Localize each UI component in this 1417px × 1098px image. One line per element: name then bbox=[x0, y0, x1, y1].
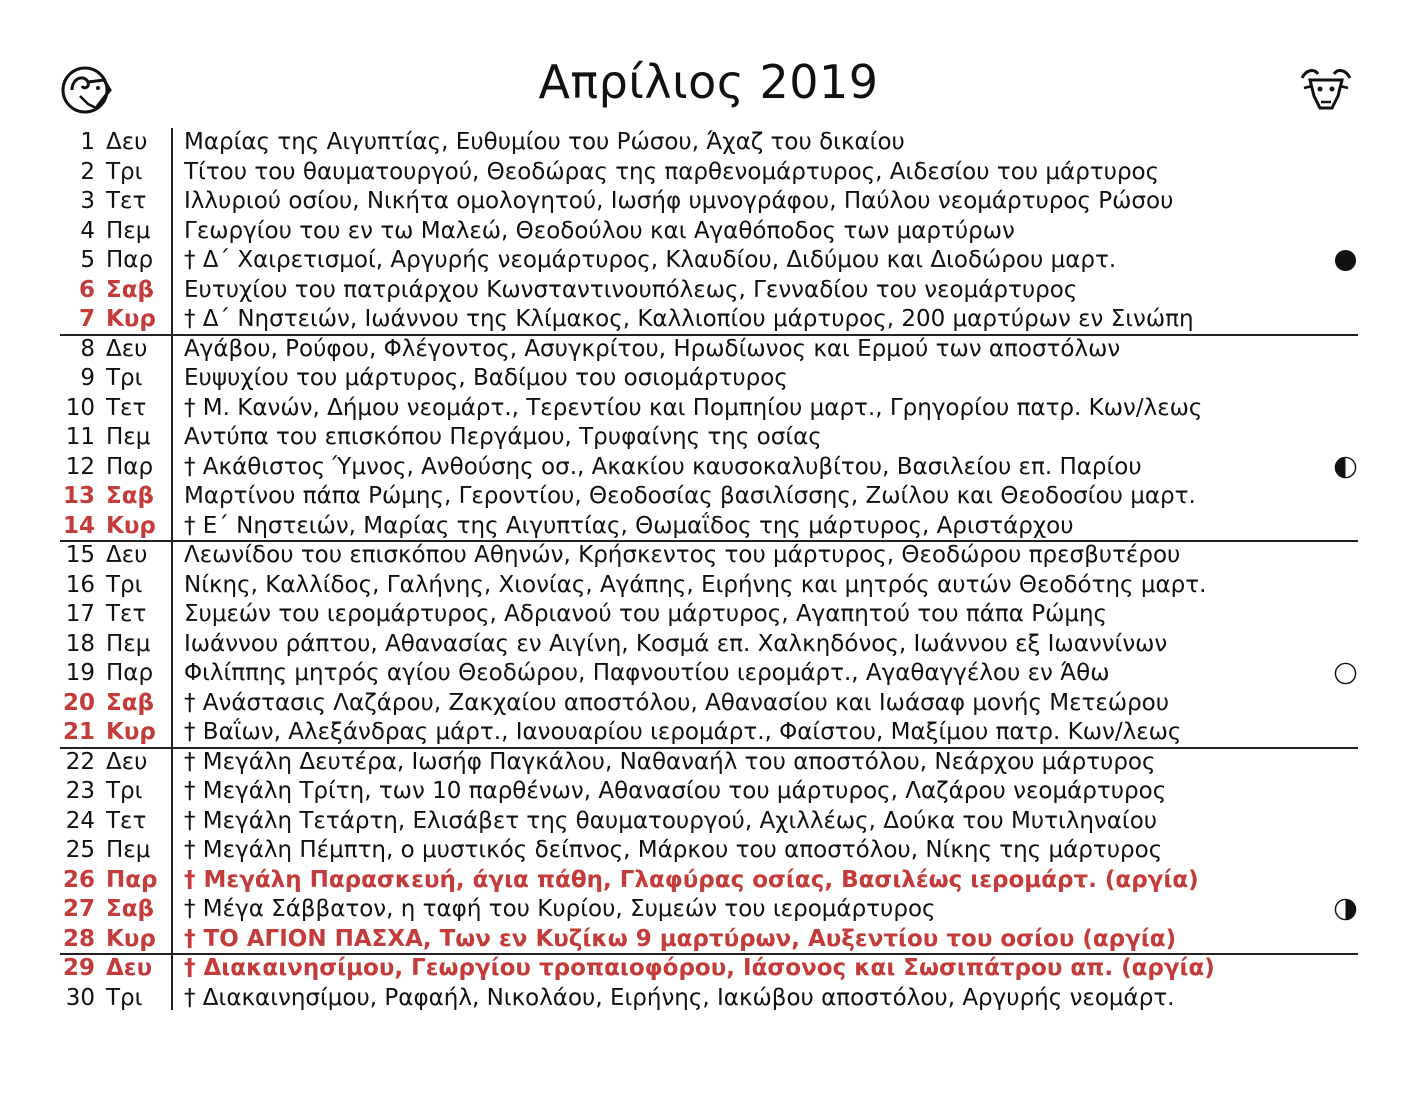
day-row bbox=[0, 600, 1417, 630]
saints-text: † Δ΄ Χαιρετισμοί, Αργυρής νεομάρτυρος, Κλαυδίου, Διδύμου και Διοδώρου μαρτ. bbox=[184, 247, 1117, 273]
saints-text: † Διακαινησίμου, Ραφαήλ, Νικολάου, Ειρήνης, Ιακώβου αποστόλου, Αργυρής νεομάρτ. bbox=[184, 984, 1175, 1011]
day-of-week: Παρ bbox=[106, 247, 154, 273]
saints-text: Αντύπα του επισκόπου Περγάμου, Τρυφαίνης της οσίας bbox=[184, 424, 822, 450]
day-of-week: Παρ bbox=[106, 453, 154, 480]
day-row bbox=[0, 689, 1417, 719]
saints-text: Λεωνίδου του επισκόπου Αθηνών, Κρήσκεντος του μάρτυρος, Θεοδώρου πρεσβυτέρου bbox=[184, 542, 1181, 568]
first-quarter-moon-icon bbox=[1334, 456, 1357, 479]
day-number: 15 bbox=[65, 542, 95, 568]
day-of-week: Κυρ bbox=[106, 306, 156, 332]
day-row bbox=[0, 187, 1417, 217]
day-of-week: Κυρ bbox=[106, 512, 156, 539]
day-row bbox=[0, 541, 1417, 571]
day-row bbox=[0, 748, 1417, 778]
saints-text: Ιωάννου ράπτου, Αθανασίας εν Αιγίνη, Κοσμά επ. Χαλκηδόνος, Ιωάννου εξ Ιωαννίνων bbox=[184, 630, 1168, 657]
saints-text: † Μεγάλη Δευτέρα, Ιωσήφ Παγκάλου, Ναθαναήλ του αποστόλου, Νεάρχου μάρτυρος bbox=[184, 748, 1156, 775]
day-of-week: Τρι bbox=[106, 571, 143, 598]
day-number: 7 bbox=[78, 306, 95, 332]
day-of-week: Σαβ bbox=[106, 483, 154, 509]
day-row bbox=[0, 836, 1417, 866]
day-row bbox=[0, 659, 1417, 689]
day-of-week: Τρι bbox=[106, 984, 143, 1011]
saints-text: Ευψυχίου του μάρτυρος, Βαδίμου του οσιομάρτυρος bbox=[184, 365, 788, 391]
day-row bbox=[0, 984, 1417, 1014]
day-number: 5 bbox=[80, 247, 95, 273]
saints-text: † ΤΟ ΑΓΙΟΝ ΠΑΣΧΑ, Των εν Κυζίκω 9 μαρτύρων, Αυξεντίου του οσίου (αργία) bbox=[184, 925, 1177, 952]
day-row bbox=[0, 777, 1417, 807]
saints-text: Μαρίας της Αιγυπτίας, Ευθυμίου του Ρώσου, Άχαζ του δικαίου bbox=[184, 129, 905, 155]
saints-text: Συμεών του ιερομάρτυρος, Αδριανού του μάρτυρος, Αγαπητού του πάπα Ρώμης bbox=[184, 601, 1108, 627]
saints-text: Φιλίππης μητρός αγίου Θεοδώρου, Παφνουτίου ιερομάρτ., Αγαθαγγέλου εν Άθω bbox=[184, 660, 1110, 686]
day-number: 4 bbox=[80, 217, 95, 244]
day-row bbox=[0, 895, 1417, 925]
day-number: 12 bbox=[65, 453, 95, 480]
day-number: 8 bbox=[80, 335, 95, 362]
day-of-week: Δευ bbox=[106, 129, 148, 155]
day-of-week: Τετ bbox=[106, 601, 147, 627]
saints-text: † Δ΄ Νηστειών, Ιωάννου της Κλίμακος, Καλλιοπίου μάρτυρος, 200 μαρτύρων εν Σινώπη bbox=[184, 306, 1194, 332]
day-number: 11 bbox=[65, 424, 95, 450]
day-of-week: Παρ bbox=[106, 660, 154, 686]
day-row bbox=[0, 571, 1417, 601]
day-of-week: Σαβ bbox=[106, 689, 154, 716]
saints-text: † Διακαινησίμου, Γεωργίου τροπαιοφόρου, Ιάσονος και Σωσιπάτρου απ. (αργία) bbox=[184, 955, 1215, 981]
day-of-week: Δευ bbox=[106, 748, 148, 775]
saints-text: † Μεγάλη Πέμπτη, ο μυστικός δείπνος, Μάρκου του αποστόλου, Νίκης της μάρτυρος bbox=[184, 837, 1163, 863]
day-number: 13 bbox=[62, 483, 95, 509]
taurus-icon bbox=[1296, 60, 1356, 118]
day-row bbox=[0, 246, 1417, 276]
day-row bbox=[0, 128, 1417, 158]
day-row bbox=[0, 482, 1417, 512]
saints-text: Μαρτίνου πάπα Ρώμης, Γεροντίου, Θεοδοσίας βασιλίσσης, Ζωίλου και Θεοδοσίου μαρτ. bbox=[184, 483, 1196, 509]
saints-text: Ιλλυριού οσίου, Νικήτα ομολογητού, Ιωσήφ υμνογράφου, Παύλου νεομάρτυρος Ρώσου bbox=[184, 188, 1174, 214]
day-number: 2 bbox=[80, 158, 95, 185]
day-number: 28 bbox=[62, 925, 95, 952]
day-row bbox=[0, 866, 1417, 896]
day-number: 20 bbox=[62, 689, 95, 716]
day-row bbox=[0, 718, 1417, 748]
day-of-week: Δευ bbox=[106, 542, 148, 568]
saints-text: Αγάβου, Ρούφου, Φλέγοντος, Ασυγκρίτου, Ηρωδίωνος και Ερμού των αποστόλων bbox=[184, 335, 1121, 362]
day-of-week: Τετ bbox=[106, 394, 147, 421]
saints-text: † Μεγάλη Παρασκευή, άγια πάθη, Γλαφύρας οσίας, Βασιλέως ιερομάρτ. (αργία) bbox=[184, 866, 1199, 893]
day-number: 1 bbox=[80, 129, 95, 155]
new-moon-icon bbox=[1334, 249, 1357, 272]
full-moon-icon bbox=[1334, 662, 1357, 685]
day-number: 21 bbox=[62, 719, 95, 745]
day-of-week: Τρι bbox=[106, 158, 143, 185]
saints-text: Τίτου του θαυματουργού, Θεοδώρας της παρθενομάρτυρος, Αιδεσίου του μάρτυρος bbox=[184, 158, 1160, 185]
day-list bbox=[0, 128, 1417, 1013]
day-row bbox=[0, 453, 1417, 483]
day-number: 30 bbox=[65, 984, 95, 1011]
saints-text: † Ανάστασις Λαζάρου, Ζακχαίου αποστόλου, Αθανασίου και Ιωάσαφ μονής Μετεώρου bbox=[184, 689, 1170, 716]
day-of-week: Δευ bbox=[106, 955, 153, 981]
day-number: 22 bbox=[65, 748, 95, 775]
day-number: 25 bbox=[65, 837, 95, 863]
day-row bbox=[0, 305, 1417, 335]
day-number: 10 bbox=[65, 394, 95, 421]
saints-text: † Μεγάλη Τρίτη, των 10 παρθένων, Αθανασίου του μάρτυρος, Λαζάρου νεομάρτυρος bbox=[184, 778, 1167, 804]
day-of-week: Κυρ bbox=[106, 925, 156, 952]
day-of-week: Κυρ bbox=[106, 719, 156, 745]
day-number: 17 bbox=[65, 601, 95, 627]
day-row bbox=[0, 807, 1417, 837]
day-of-week: Τετ bbox=[106, 188, 147, 214]
day-of-week: Παρ bbox=[106, 866, 158, 893]
saints-text: † Μεγάλη Τετάρτη, Ελισάβετ της θαυματουργού, Αχιλλέως, Δούκα του Μυτιληναίου bbox=[184, 807, 1158, 834]
day-of-week: Πεμ bbox=[106, 630, 151, 657]
day-row bbox=[0, 276, 1417, 306]
last-quarter-moon-icon bbox=[1334, 898, 1357, 921]
day-row bbox=[0, 925, 1417, 955]
day-row bbox=[0, 954, 1417, 984]
day-number: 9 bbox=[80, 365, 95, 391]
day-number: 18 bbox=[65, 630, 95, 657]
day-of-week: Πεμ bbox=[106, 837, 151, 863]
day-of-week: Σαβ bbox=[106, 276, 154, 303]
page-title: Απρίλιος 2019 bbox=[538, 55, 879, 109]
day-number: 26 bbox=[62, 866, 95, 893]
aries-icon bbox=[58, 60, 118, 118]
saints-text: Ευτυχίου του πατριάρχου Κωνσταντινουπόλεως, Γενναδίου του νεομάρτυρος bbox=[184, 276, 1078, 303]
day-number: 23 bbox=[65, 778, 95, 804]
day-of-week: Τετ bbox=[106, 807, 147, 834]
day-row bbox=[0, 217, 1417, 247]
day-row bbox=[0, 158, 1417, 188]
saints-text: Νίκης, Καλλίδος, Γαλήνης, Χιονίας, Αγάπης, Ειρήνης και μητρός αυτών Θεοδότης μαρτ. bbox=[184, 571, 1207, 598]
saints-text: † Μ. Κανών, Δήμου νεομάρτ., Τερεντίου και Πομπηίου μαρτ., Γρηγορίου πατρ. Κων/λεως bbox=[184, 394, 1203, 421]
day-number: 14 bbox=[62, 512, 95, 539]
saints-text: † Μέγα Σάββατον, η ταφή του Κυρίου, Συμεών του ιερομάρτυρος bbox=[184, 896, 936, 922]
day-row bbox=[0, 394, 1417, 424]
day-number: 24 bbox=[65, 807, 95, 834]
saints-text: † Ε΄ Νηστειών, Μαρίας της Αιγυπτίας, Θωμαΐδος της μάρτυρος, Αριστάρχου bbox=[184, 512, 1074, 539]
saints-text: † Ακάθιστος Ύμνος, Ανθούσης οσ., Ακακίου καυσοκαλυβίτου, Βασιλείου επ. Παρίου bbox=[184, 453, 1142, 480]
day-row bbox=[0, 512, 1417, 542]
day-of-week: Τρι bbox=[106, 365, 143, 391]
day-of-week: Πεμ bbox=[106, 217, 151, 244]
day-number: 19 bbox=[65, 660, 95, 686]
day-of-week: Σαβ bbox=[106, 896, 154, 922]
day-of-week: Πεμ bbox=[106, 424, 151, 450]
saints-text: † Βαΐων, Αλεξάνδρας μάρτ., Ιανουαρίου ιερομάρτ., Φαίστου, Μαξίμου πατρ. Κων/λεως bbox=[184, 719, 1182, 745]
day-of-week: Δευ bbox=[106, 335, 148, 362]
day-row bbox=[0, 630, 1417, 660]
day-number: 6 bbox=[78, 276, 95, 303]
day-number: 27 bbox=[62, 896, 95, 922]
saints-text: Γεωργίου του εν τω Μαλεώ, Θεοδούλου και Αγαθόποδος των μαρτύρων bbox=[184, 217, 1015, 244]
day-number: 3 bbox=[80, 188, 95, 214]
day-of-week: Τρι bbox=[106, 778, 143, 804]
day-row bbox=[0, 335, 1417, 365]
day-number: 29 bbox=[62, 955, 95, 981]
day-row bbox=[0, 423, 1417, 453]
day-row bbox=[0, 364, 1417, 394]
day-number: 16 bbox=[65, 571, 95, 598]
